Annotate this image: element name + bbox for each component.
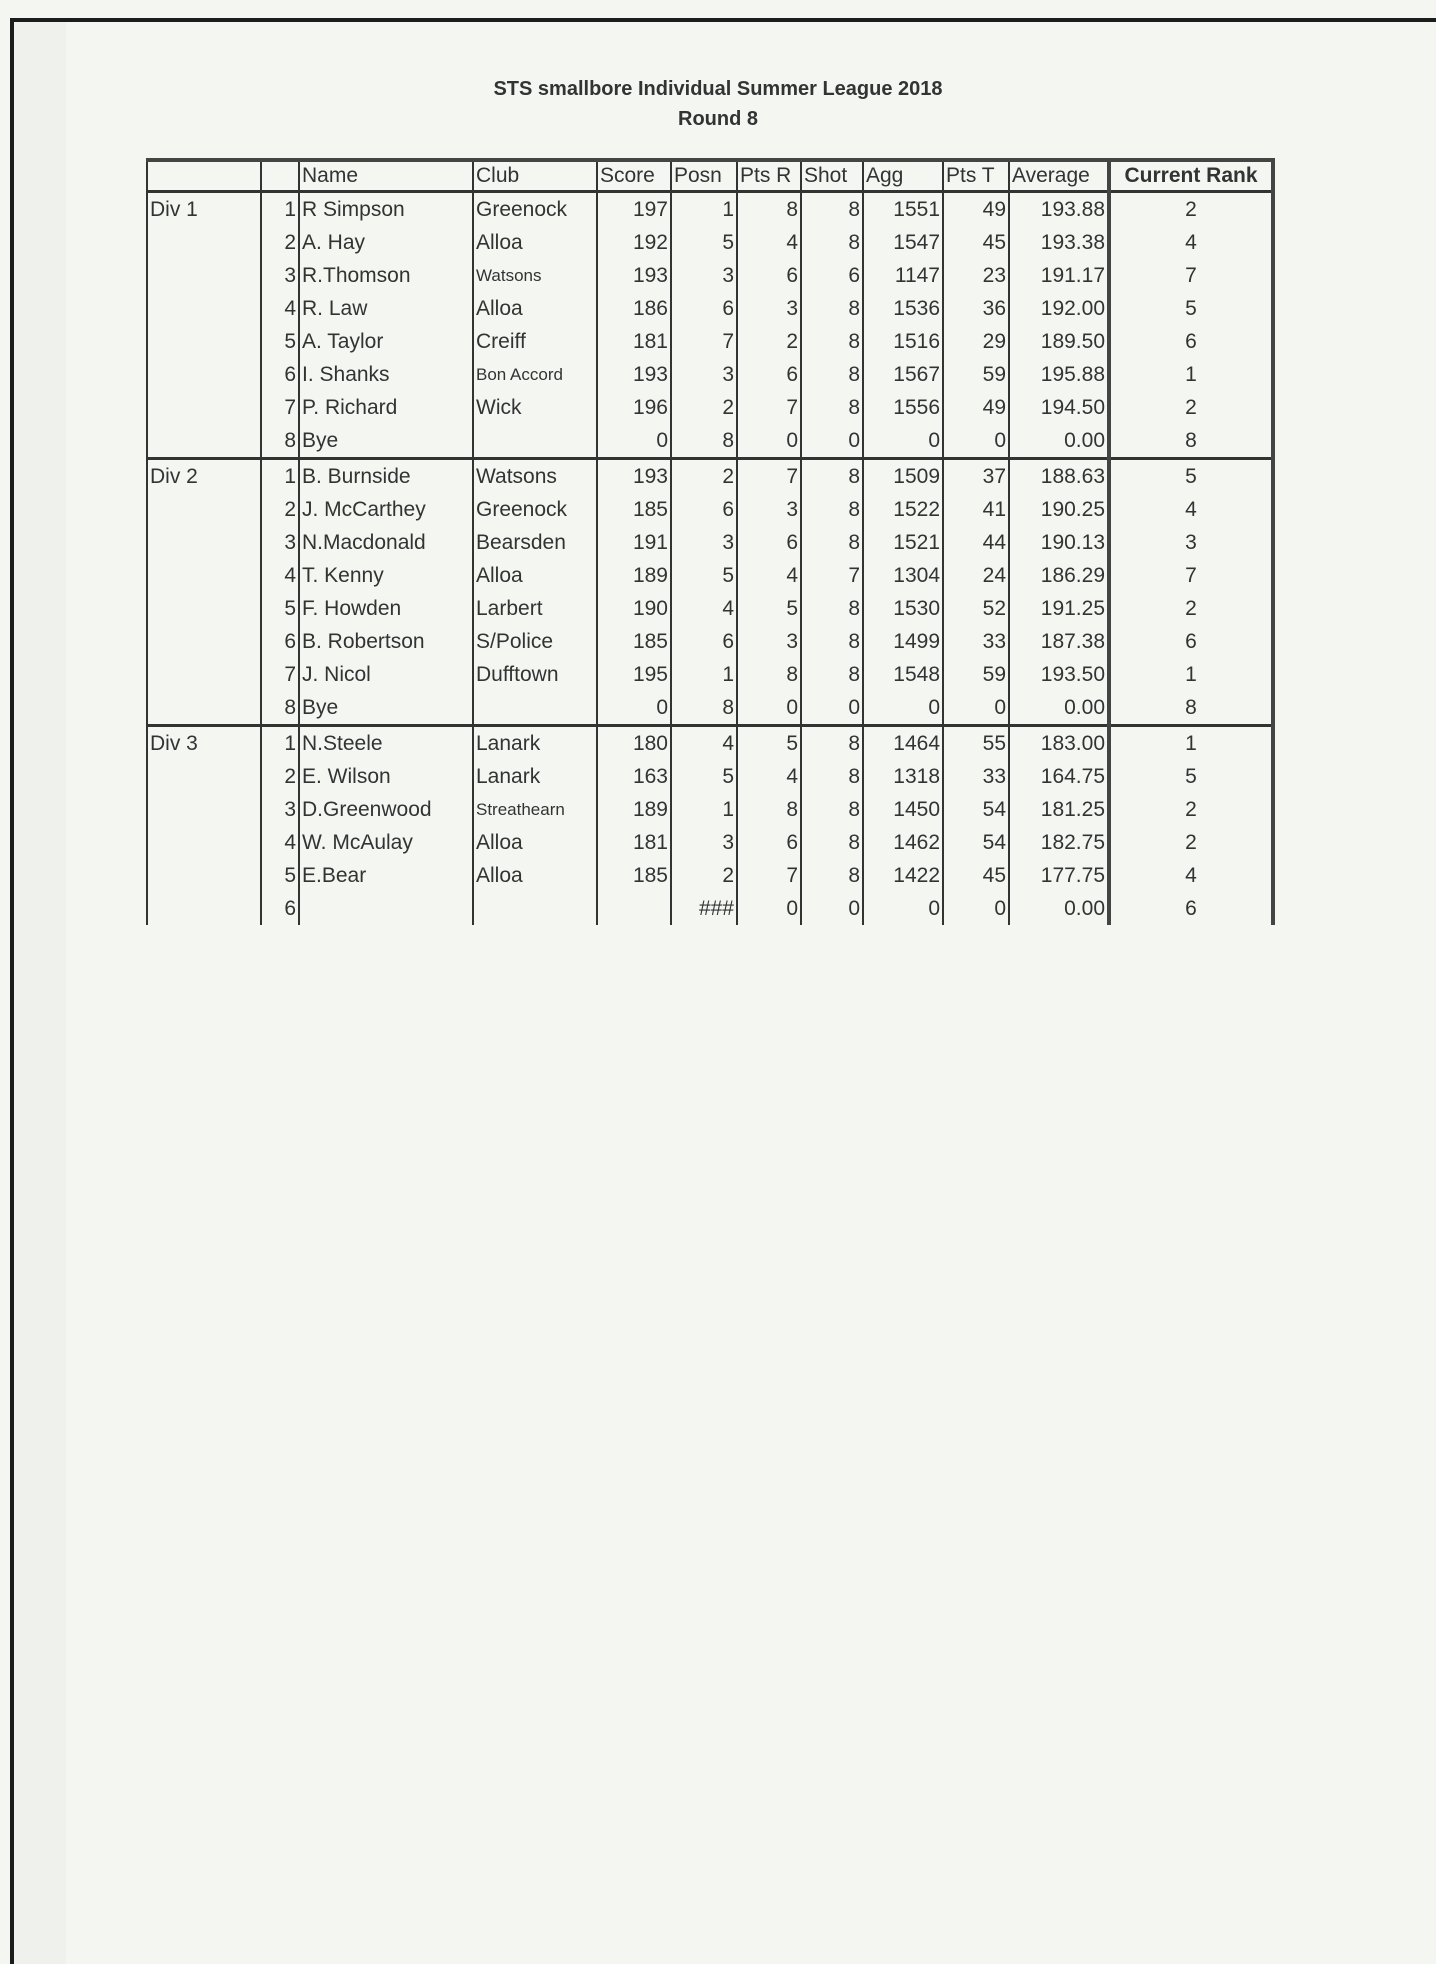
col-header-posn: Posn [671, 160, 737, 192]
club-name-cell: Larbert [473, 592, 597, 625]
division-label: Div 1 [147, 192, 261, 459]
club-name-cell: Watsons [473, 459, 597, 494]
player-name-cell: Bye [299, 691, 473, 726]
points-round-cell: 0 [737, 892, 801, 925]
position-cell: 1 [671, 658, 737, 691]
points-total-cell: 29 [943, 325, 1009, 358]
table-row [147, 391, 1273, 424]
average-cell: 177.75 [1009, 859, 1109, 892]
position-cell: 5 [671, 760, 737, 793]
aggregate-cell: 1422 [863, 859, 943, 892]
row-number-cell: 6 [261, 625, 299, 658]
position-cell: 6 [671, 493, 737, 526]
shot-cell: 8 [801, 658, 863, 691]
points-round-cell: 4 [737, 226, 801, 259]
points-total-cell: 41 [943, 493, 1009, 526]
position-cell: 2 [671, 391, 737, 424]
player-name-cell: B. Robertson [299, 625, 473, 658]
points-total-cell: 36 [943, 292, 1009, 325]
points-total-cell: 0 [943, 892, 1009, 925]
club-name-cell: Bearsden [473, 526, 597, 559]
score-cell: 193 [597, 358, 671, 391]
col-header-pts-t: Pts T [943, 160, 1009, 192]
row-number-cell: 3 [261, 259, 299, 292]
row-number-cell: 2 [261, 226, 299, 259]
current-rank-cell: 1 [1109, 726, 1273, 761]
points-round-cell: 7 [737, 391, 801, 424]
table-row [147, 259, 1273, 292]
col-header-shot: Shot [801, 160, 863, 192]
score-cell: 190 [597, 592, 671, 625]
points-total-cell: 33 [943, 760, 1009, 793]
points-round-cell: 6 [737, 358, 801, 391]
scan-margin [14, 22, 66, 1964]
aggregate-cell: 1551 [863, 192, 943, 227]
row-number-cell: 6 [261, 358, 299, 391]
row-number-cell: 3 [261, 793, 299, 826]
club-name-cell [473, 691, 597, 726]
aggregate-cell: 1522 [863, 493, 943, 526]
row-number-cell: 5 [261, 859, 299, 892]
points-total-cell: 37 [943, 459, 1009, 494]
shot-cell: 8 [801, 826, 863, 859]
position-cell: 8 [671, 691, 737, 726]
player-name-cell: W. McAulay [299, 826, 473, 859]
current-rank-cell: 8 [1109, 424, 1273, 459]
club-name-cell: S/Police [473, 625, 597, 658]
club-name-cell: Alloa [473, 826, 597, 859]
current-rank-cell: 5 [1109, 292, 1273, 325]
club-name-cell: Dufftown [473, 658, 597, 691]
points-total-cell: 54 [943, 793, 1009, 826]
points-total-cell: 33 [943, 625, 1009, 658]
score-cell: 185 [597, 493, 671, 526]
table-row [147, 760, 1273, 793]
shot-cell: 8 [801, 192, 863, 227]
col-header-average: Average [1009, 160, 1109, 192]
score-cell: 189 [597, 559, 671, 592]
document-subtitle: Round 8 [678, 108, 758, 130]
club-name-cell: Watsons [473, 259, 597, 292]
shot-cell: 8 [801, 292, 863, 325]
shot-cell: 8 [801, 358, 863, 391]
average-cell: 189.50 [1009, 325, 1109, 358]
position-cell: 3 [671, 526, 737, 559]
current-rank-cell: 5 [1109, 760, 1273, 793]
score-cell: 181 [597, 826, 671, 859]
player-name-cell: R. Law [299, 292, 473, 325]
shot-cell: 7 [801, 559, 863, 592]
average-cell: 193.38 [1009, 226, 1109, 259]
points-round-cell: 0 [737, 691, 801, 726]
points-round-cell: 3 [737, 625, 801, 658]
average-cell: 193.88 [1009, 192, 1109, 227]
points-round-cell: 0 [737, 424, 801, 459]
shot-cell: 6 [801, 259, 863, 292]
row-number-cell: 1 [261, 459, 299, 494]
current-rank-cell: 2 [1109, 592, 1273, 625]
table-row [147, 292, 1273, 325]
position-cell: 4 [671, 726, 737, 761]
current-rank-cell: 2 [1109, 826, 1273, 859]
average-cell: 182.75 [1009, 826, 1109, 859]
points-total-cell: 0 [943, 424, 1009, 459]
row-number-cell: 5 [261, 592, 299, 625]
average-cell: 181.25 [1009, 793, 1109, 826]
aggregate-cell: 1450 [863, 793, 943, 826]
points-total-cell: 59 [943, 358, 1009, 391]
row-number-cell: 4 [261, 826, 299, 859]
position-cell: 3 [671, 358, 737, 391]
aggregate-cell: 1462 [863, 826, 943, 859]
average-cell: 190.25 [1009, 493, 1109, 526]
club-name-cell: Lanark [473, 760, 597, 793]
score-cell: 193 [597, 459, 671, 494]
average-cell: 0.00 [1009, 691, 1109, 726]
position-cell: 2 [671, 459, 737, 494]
average-cell: 191.25 [1009, 592, 1109, 625]
club-name-cell: Greenock [473, 493, 597, 526]
score-cell: 185 [597, 625, 671, 658]
col-header-score: Score [597, 160, 671, 192]
position-cell: 1 [671, 192, 737, 227]
position-cell: ### [671, 892, 737, 925]
table-row [147, 559, 1273, 592]
table-row [147, 424, 1273, 459]
table-row [147, 325, 1273, 358]
player-name-cell: F. Howden [299, 592, 473, 625]
score-cell: 196 [597, 391, 671, 424]
aggregate-cell: 1567 [863, 358, 943, 391]
table-row [147, 658, 1273, 691]
player-name-cell: A. Taylor [299, 325, 473, 358]
table-row [147, 826, 1273, 859]
score-cell: 191 [597, 526, 671, 559]
score-cell: 0 [597, 424, 671, 459]
player-name-cell: Bye [299, 424, 473, 459]
player-name-cell: R Simpson [299, 192, 473, 227]
aggregate-cell: 1556 [863, 391, 943, 424]
position-cell: 1 [671, 793, 737, 826]
average-cell: 0.00 [1009, 892, 1109, 925]
table-row [147, 892, 1273, 925]
position-cell: 4 [671, 592, 737, 625]
current-rank-cell: 3 [1109, 526, 1273, 559]
row-number-cell: 2 [261, 760, 299, 793]
position-cell: 2 [671, 859, 737, 892]
club-name-cell: Alloa [473, 859, 597, 892]
average-cell: 188.63 [1009, 459, 1109, 494]
position-cell: 3 [671, 259, 737, 292]
score-cell: 197 [597, 192, 671, 227]
score-cell: 0 [597, 691, 671, 726]
points-round-cell: 3 [737, 493, 801, 526]
average-cell: 0.00 [1009, 424, 1109, 459]
points-round-cell: 7 [737, 859, 801, 892]
average-cell: 193.50 [1009, 658, 1109, 691]
club-name-cell: Streathearn [473, 793, 597, 826]
club-name-cell: Lanark [473, 726, 597, 761]
score-cell: 193 [597, 259, 671, 292]
points-round-cell: 8 [737, 793, 801, 826]
points-total-cell: 55 [943, 726, 1009, 761]
points-round-cell: 2 [737, 325, 801, 358]
club-name-cell: Alloa [473, 559, 597, 592]
average-cell: 183.00 [1009, 726, 1109, 761]
aggregate-cell: 1304 [863, 559, 943, 592]
table-row [147, 358, 1273, 391]
current-rank-cell: 1 [1109, 658, 1273, 691]
score-cell: 163 [597, 760, 671, 793]
points-round-cell: 5 [737, 592, 801, 625]
aggregate-cell: 1521 [863, 526, 943, 559]
club-name-cell [473, 424, 597, 459]
shot-cell: 8 [801, 493, 863, 526]
table-row [147, 526, 1273, 559]
points-round-cell: 8 [737, 658, 801, 691]
shot-cell: 8 [801, 859, 863, 892]
row-number-cell: 5 [261, 325, 299, 358]
shot-cell: 8 [801, 793, 863, 826]
shot-cell: 8 [801, 592, 863, 625]
club-name-cell: Alloa [473, 292, 597, 325]
aggregate-cell: 1516 [863, 325, 943, 358]
club-name-cell: Alloa [473, 226, 597, 259]
row-number-cell: 6 [261, 892, 299, 925]
points-total-cell: 24 [943, 559, 1009, 592]
table-row [147, 459, 1273, 494]
table-row [147, 493, 1273, 526]
player-name-cell: E.Bear [299, 859, 473, 892]
points-round-cell: 6 [737, 259, 801, 292]
position-cell: 8 [671, 424, 737, 459]
table-body [147, 192, 1273, 926]
scan-border-top [10, 18, 1436, 22]
aggregate-cell: 0 [863, 424, 943, 459]
current-rank-cell: 5 [1109, 459, 1273, 494]
col-header-division [147, 160, 261, 192]
table-row [147, 226, 1273, 259]
position-cell: 3 [671, 826, 737, 859]
division-label: Div 2 [147, 459, 261, 726]
current-rank-cell: 4 [1109, 226, 1273, 259]
points-total-cell: 49 [943, 192, 1009, 227]
points-round-cell: 5 [737, 726, 801, 761]
header-row [147, 160, 1273, 192]
position-cell: 6 [671, 625, 737, 658]
row-number-cell: 1 [261, 726, 299, 761]
average-cell: 194.50 [1009, 391, 1109, 424]
player-name-cell: J. Nicol [299, 658, 473, 691]
shot-cell: 8 [801, 760, 863, 793]
current-rank-cell: 2 [1109, 192, 1273, 227]
current-rank-cell: 1 [1109, 358, 1273, 391]
score-cell: 186 [597, 292, 671, 325]
points-round-cell: 4 [737, 760, 801, 793]
shot-cell: 8 [801, 459, 863, 494]
shot-cell: 8 [801, 226, 863, 259]
aggregate-cell: 1548 [863, 658, 943, 691]
current-rank-cell: 8 [1109, 691, 1273, 726]
table-row [147, 192, 1273, 227]
current-rank-cell: 7 [1109, 559, 1273, 592]
player-name-cell: N.Macdonald [299, 526, 473, 559]
aggregate-cell: 1547 [863, 226, 943, 259]
player-name-cell: N.Steele [299, 726, 473, 761]
player-name-cell: A. Hay [299, 226, 473, 259]
player-name-cell: J. McCarthey [299, 493, 473, 526]
aggregate-cell: 0 [863, 691, 943, 726]
club-name-cell: Wick [473, 391, 597, 424]
aggregate-cell: 1509 [863, 459, 943, 494]
points-total-cell: 54 [943, 826, 1009, 859]
aggregate-cell: 1147 [863, 259, 943, 292]
points-total-cell: 45 [943, 226, 1009, 259]
points-round-cell: 7 [737, 459, 801, 494]
points-round-cell: 6 [737, 526, 801, 559]
row-number-cell: 1 [261, 192, 299, 227]
score-cell: 192 [597, 226, 671, 259]
document-title: STS smallbore Individual Summer League 2018 [493, 78, 943, 100]
points-round-cell: 3 [737, 292, 801, 325]
player-name-cell: E. Wilson [299, 760, 473, 793]
average-cell: 187.38 [1009, 625, 1109, 658]
average-cell: 164.75 [1009, 760, 1109, 793]
position-cell: 5 [671, 559, 737, 592]
shot-cell: 0 [801, 424, 863, 459]
club-name-cell [473, 892, 597, 925]
points-round-cell: 6 [737, 826, 801, 859]
aggregate-cell: 0 [863, 892, 943, 925]
table-row [147, 592, 1273, 625]
average-cell: 190.13 [1009, 526, 1109, 559]
shot-cell: 8 [801, 726, 863, 761]
position-cell: 7 [671, 325, 737, 358]
shot-cell: 0 [801, 691, 863, 726]
points-total-cell: 49 [943, 391, 1009, 424]
score-cell: 181 [597, 325, 671, 358]
col-header-current-rank: Current Rank [1109, 160, 1273, 192]
player-name-cell [299, 892, 473, 925]
aggregate-cell: 1318 [863, 760, 943, 793]
shot-cell: 8 [801, 325, 863, 358]
points-total-cell: 59 [943, 658, 1009, 691]
row-number-cell: 4 [261, 559, 299, 592]
average-cell: 186.29 [1009, 559, 1109, 592]
table-row [147, 691, 1273, 726]
col-header-agg: Agg [863, 160, 943, 192]
club-name-cell: Creiff [473, 325, 597, 358]
position-cell: 6 [671, 292, 737, 325]
row-number-cell: 4 [261, 292, 299, 325]
col-header-club: Club [473, 160, 597, 192]
average-cell: 191.17 [1009, 259, 1109, 292]
current-rank-cell: 4 [1109, 859, 1273, 892]
player-name-cell: P. Richard [299, 391, 473, 424]
score-cell [597, 892, 671, 925]
current-rank-cell: 6 [1109, 892, 1273, 925]
points-total-cell: 23 [943, 259, 1009, 292]
points-total-cell: 0 [943, 691, 1009, 726]
average-cell: 195.88 [1009, 358, 1109, 391]
table-row [147, 625, 1273, 658]
league-table [146, 158, 1275, 925]
current-rank-cell: 4 [1109, 493, 1273, 526]
player-name-cell: D.Greenwood [299, 793, 473, 826]
row-number-cell: 8 [261, 424, 299, 459]
aggregate-cell: 1536 [863, 292, 943, 325]
row-number-cell: 7 [261, 391, 299, 424]
score-cell: 195 [597, 658, 671, 691]
current-rank-cell: 2 [1109, 793, 1273, 826]
points-round-cell: 8 [737, 192, 801, 227]
player-name-cell: B. Burnside [299, 459, 473, 494]
table-row [147, 793, 1273, 826]
row-number-cell: 7 [261, 658, 299, 691]
points-total-cell: 52 [943, 592, 1009, 625]
col-header-name: Name [299, 160, 473, 192]
player-name-cell: I. Shanks [299, 358, 473, 391]
points-total-cell: 45 [943, 859, 1009, 892]
current-rank-cell: 2 [1109, 391, 1273, 424]
table-row [147, 726, 1273, 761]
aggregate-cell: 1530 [863, 592, 943, 625]
current-rank-cell: 6 [1109, 625, 1273, 658]
division-label: Div 3 [147, 726, 261, 926]
player-name-cell: T. Kenny [299, 559, 473, 592]
club-name-cell: Greenock [473, 192, 597, 227]
current-rank-cell: 7 [1109, 259, 1273, 292]
player-name-cell: R.Thomson [299, 259, 473, 292]
col-header-number [261, 160, 299, 192]
aggregate-cell: 1464 [863, 726, 943, 761]
col-header-pts-r: Pts R [737, 160, 801, 192]
average-cell: 192.00 [1009, 292, 1109, 325]
row-number-cell: 3 [261, 526, 299, 559]
shot-cell: 8 [801, 625, 863, 658]
score-cell: 180 [597, 726, 671, 761]
current-rank-cell: 6 [1109, 325, 1273, 358]
row-number-cell: 8 [261, 691, 299, 726]
shot-cell: 0 [801, 892, 863, 925]
points-total-cell: 44 [943, 526, 1009, 559]
shot-cell: 8 [801, 391, 863, 424]
shot-cell: 8 [801, 526, 863, 559]
table-row [147, 859, 1273, 892]
score-cell: 185 [597, 859, 671, 892]
aggregate-cell: 1499 [863, 625, 943, 658]
club-name-cell: Bon Accord [473, 358, 597, 391]
row-number-cell: 2 [261, 493, 299, 526]
score-cell: 189 [597, 793, 671, 826]
position-cell: 5 [671, 226, 737, 259]
points-round-cell: 4 [737, 559, 801, 592]
